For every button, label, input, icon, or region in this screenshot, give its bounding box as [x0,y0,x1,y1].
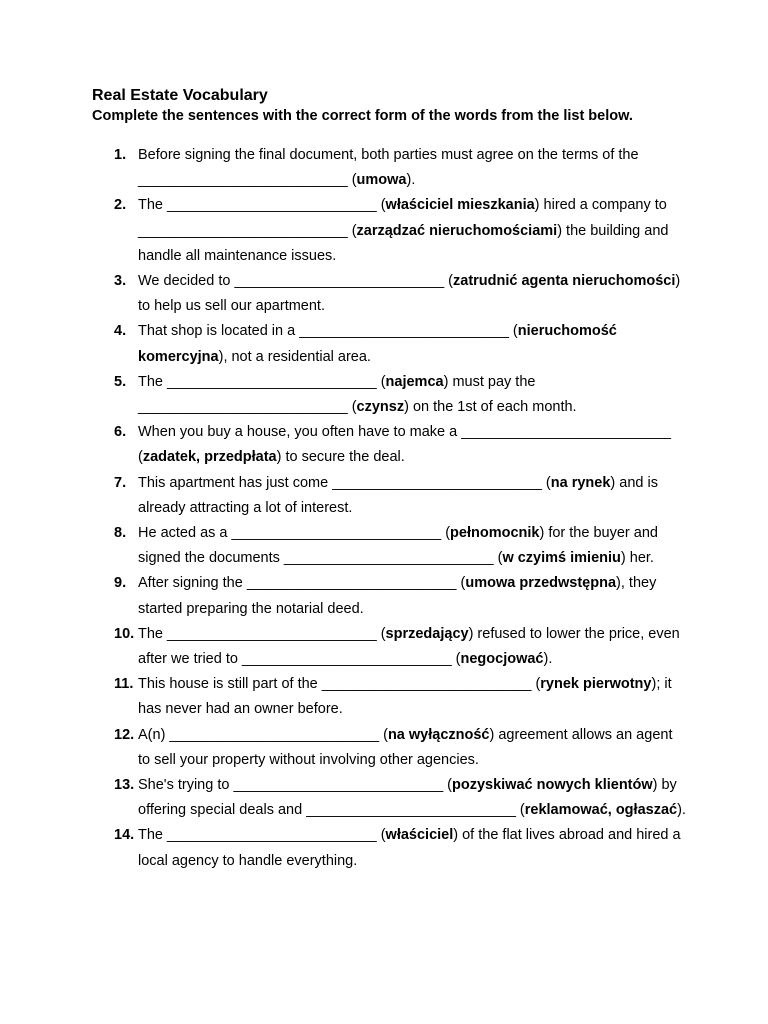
hint-word: zatrudnić agenta nieruchomości [453,273,676,290]
sentence-text: This apartment has just come [138,474,333,491]
sentence-text: ( [515,802,525,819]
sentence-text: We decided to [138,273,235,290]
item-number: 12. [114,726,135,743]
exercise-item [92,193,688,269]
sentence-text: ( [379,726,388,743]
sentence-text: ( [451,651,461,668]
sentence-text: ( [347,222,357,239]
sentence-text: ). [677,802,686,819]
hint-word: zarządzać nieruchomościami [356,222,558,239]
item-number: 6. [114,424,127,441]
sentence-text: ( [376,373,386,390]
sentence-text: ), not a residential area. [218,348,371,365]
sentence-text: ) agreement allows an agent to sell your property without involving other agencies. [138,726,673,768]
hint-word: właściciel mieszkania [385,197,535,214]
exercise-item [92,420,688,470]
item-number: 10. [114,625,135,642]
sentence-text: ( [541,474,551,491]
sentence-text: ) by offering special deals and [138,777,677,819]
sentence-text: ) to help us sell our apartment. [138,273,681,315]
item-number: 9. [114,575,127,592]
hint-word: pełnomocnik [450,525,540,542]
sentence-text: After signing the [138,575,247,592]
hint-word: pozyskiwać nowych klientów [452,777,653,794]
sentence-text: ( [347,172,357,189]
hint-word: czynsz [356,399,405,416]
sentence-text: ( [531,676,541,693]
sentence-text: ) and is already attracting a lot of interest. [138,474,658,516]
exercise-item [92,723,688,773]
exercise-item [92,370,688,420]
sentence-text: ) to secure the deal. [276,449,405,466]
sentence-text: ) of the flat lives abroad and hired a local agency to handle everything. [138,827,681,869]
sentence-text: He acted as a [138,525,232,542]
exercise-item [92,672,688,722]
sentence-text: ( [444,273,453,290]
answer-blank: __________________________ [299,323,509,340]
item-number: 2. [114,197,127,214]
item-number: 14. [114,827,135,844]
hint-word: sprzedający [385,625,469,642]
answer-blank: __________________________ [167,197,377,214]
sentence-text: The [138,625,168,642]
exercise-item [92,269,688,319]
item-number: 3. [114,273,127,290]
hint-word: umowa [356,172,407,189]
sentence-text: ). [543,651,553,668]
hint-word: umowa przedwstępna [465,575,617,592]
sentence-text: When you buy a house, you often have to make a [138,424,462,441]
sentence-text: ( [376,625,386,642]
answer-blank: __________________________ [138,399,348,416]
answer-blank: __________________________ [283,550,494,567]
answer-blank: __________________________ [167,373,377,390]
exercise-item [92,471,688,521]
answer-blank: __________________________ [321,676,532,693]
hint-word: zadatek, przedpłata [142,449,277,466]
sentence-text: Before signing the final document, both parties must agree on the terms of the [138,147,639,163]
sentence-text: This house is still part of the [138,676,322,693]
answer-blank: __________________________ [233,777,444,794]
sentence-text: ) the building and handle all maintenance issues. [138,222,669,264]
exercise-item [92,143,688,193]
sentence-text: ) her. [620,550,654,567]
item-number: 5. [114,373,127,390]
item-number: 13. [114,777,135,794]
sentence-text: ), they started preparing the notarial deed. [138,575,657,617]
sentence-text: ( [376,197,386,214]
answer-blank: __________________________ [138,222,348,239]
item-number: 7. [114,474,127,491]
sentence-text: ) refused to lower the price, even after we tried to [138,625,680,668]
exercise-item [92,319,688,369]
hint-word: negocjować [460,651,544,668]
exercise-item [92,571,688,621]
sentence-text: ) on the 1st of each month. [404,399,577,416]
hint-word: reklamować, ogłaszać [524,802,678,819]
sentence-text: The [138,197,168,214]
item-number: 8. [114,525,127,542]
sentence-text: ) hired a company to [534,197,667,214]
answer-blank: __________________________ [306,802,516,819]
answer-blank: __________________________ [332,474,542,491]
answer-blank: __________________________ [169,726,380,743]
exercise-item [92,521,688,571]
answer-blank: __________________________ [234,273,445,290]
sentence-text: ( [376,827,386,844]
sentence-text: ) for the buyer and signed the documents [138,525,658,567]
sentence-text: That shop is located in a [138,323,300,340]
answer-blank: __________________________ [167,827,377,844]
exercise-item [92,823,688,873]
sentence-text: ( [443,777,452,794]
item-number: 1. [114,147,127,163]
answer-blank: __________________________ [231,525,442,542]
exercise-item [92,773,688,823]
answer-blank: __________________________ [246,575,457,592]
page-title: Real Estate Vocabulary [92,87,268,104]
hint-word: rynek pierwotny [540,676,652,693]
sentence-text: ( [508,323,518,340]
hint-word: na rynek [550,474,611,491]
exercise-item [92,622,688,672]
item-number: 11. [114,676,134,693]
hint-word: właściciel [385,827,454,844]
sentence-text: The [138,373,168,390]
hint-word: na wyłączność [387,726,490,743]
sentence-text: The [138,827,168,844]
item-number: 4. [114,323,127,340]
answer-blank: __________________________ [461,424,671,441]
sentence-text: ) must pay the [443,373,536,390]
hint-word: najemca [385,373,444,390]
sentence-text: A(n) [138,726,170,743]
sentence-text: ( [347,399,357,416]
sentence-text: ( [138,449,143,466]
hint-word: w czyimś imieniu [502,550,621,567]
sentence-text: ( [493,550,503,567]
sentence-text: ). [406,172,416,189]
sentence-text: ( [441,525,451,542]
exercise-list [92,143,688,874]
answer-blank: __________________________ [167,625,377,642]
hint-word: nieruchomość komercyjna [138,323,617,365]
instructions: Complete the sentences with the correct form of the words from the list below. [92,108,633,124]
answer-blank: __________________________ [241,651,452,668]
sentence-text: ); it has never had an owner before. [138,676,672,718]
sentence-text: She's trying to [138,777,234,794]
sentence-text: ( [456,575,466,592]
answer-blank: __________________________ [138,172,348,189]
